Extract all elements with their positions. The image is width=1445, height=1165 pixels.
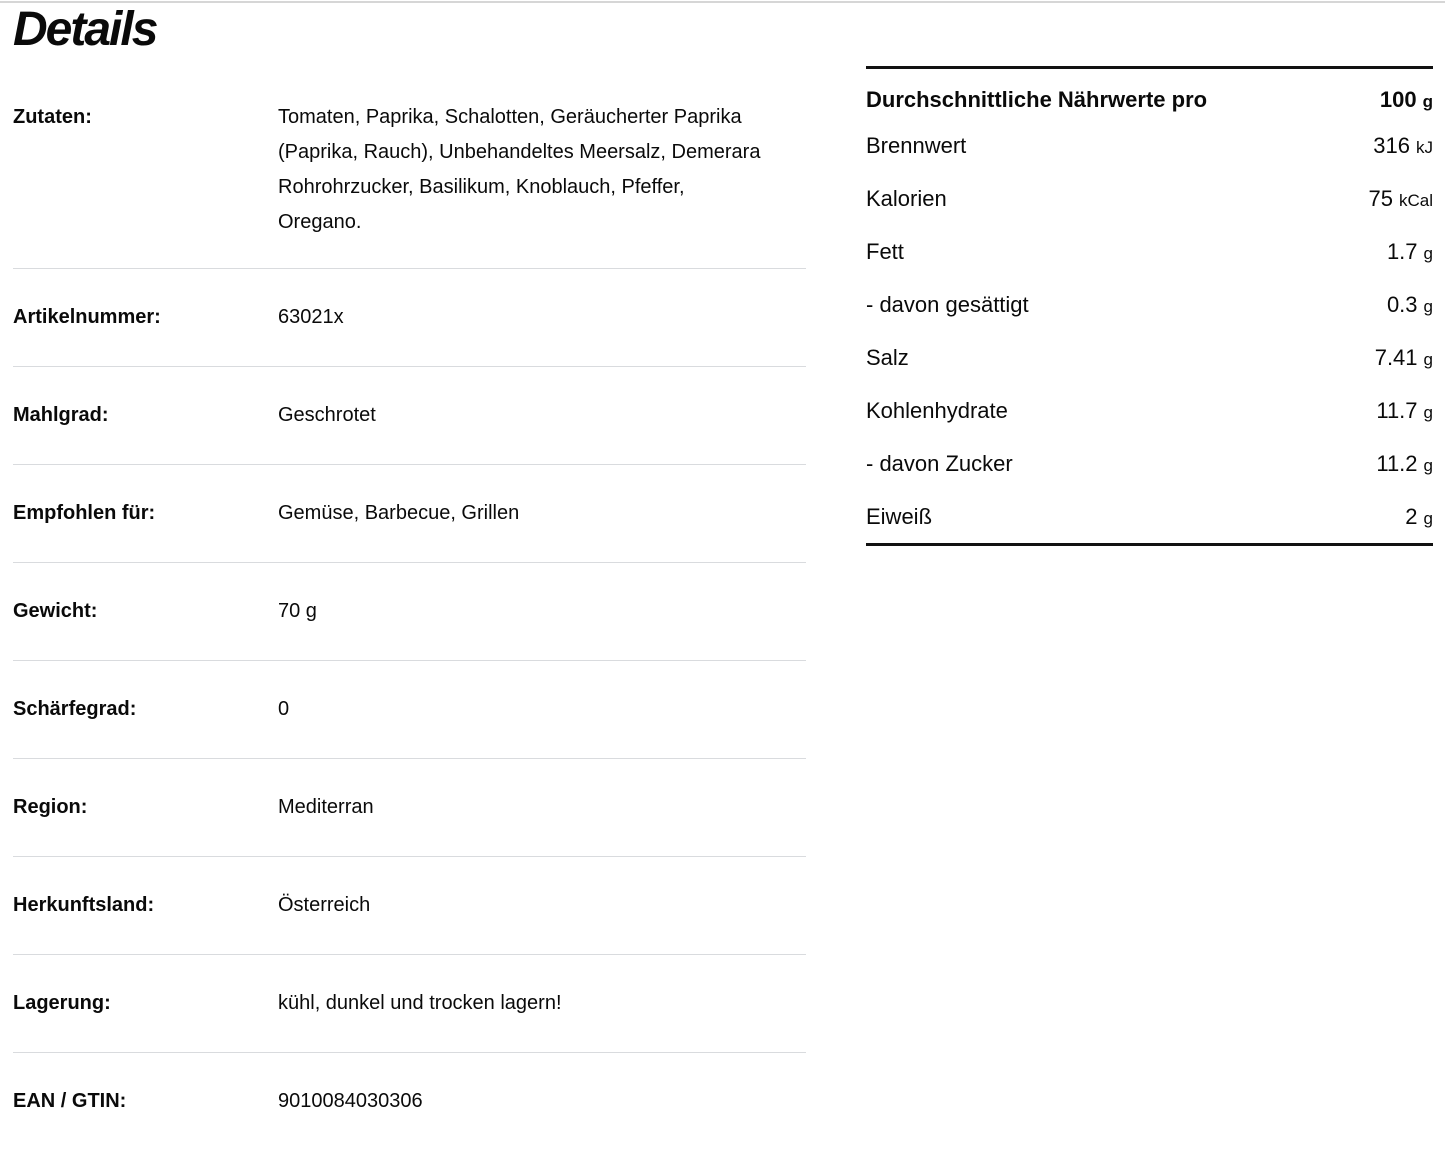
details-row-lagerung <box>13 955 806 1053</box>
nutrition-row-label: Brennwert <box>866 132 967 158</box>
details-row-value: 0 <box>278 698 290 720</box>
nutrition-header-label: Durchschnittliche Nährwerte pro <box>866 87 1208 112</box>
details-row-value: Österreich <box>278 894 371 916</box>
details-row-label: Artikelnummer: <box>13 306 161 328</box>
details-row-value: Geschrotet <box>278 404 376 426</box>
details-row-value: kühl, dunkel und trocken lagern! <box>278 992 562 1014</box>
details-row-value: Gemüse, Barbecue, Grillen <box>278 502 520 524</box>
details-row-zutaten <box>13 90 806 269</box>
details-row-ean-gtin <box>13 1053 806 1150</box>
nutrition-row-value: 2 g <box>1405 503 1433 529</box>
details-row-empfohlen-fuer <box>13 465 806 563</box>
nutrition-row-label: Fett <box>866 238 904 264</box>
nutrition-row-value: 75 kCal <box>1368 185 1433 211</box>
details-row-label: Gewicht: <box>13 600 98 622</box>
nutrition-row-davon-zucker <box>866 437 1433 490</box>
details-row-herkunftsland <box>13 857 806 955</box>
nutrition-row-fett <box>866 225 1433 278</box>
nutrition-table <box>866 66 1433 546</box>
nutrition-row-label: - davon gesättigt <box>866 291 1029 317</box>
nutrition-row-value: 7.41 g <box>1374 344 1433 370</box>
details-row-value: 9010084030306 <box>278 1090 423 1112</box>
nutrition-row-davon-gesaettigt <box>866 278 1433 331</box>
details-row-value: 63021x <box>278 306 344 328</box>
nutrition-row-kohlenhydrate <box>866 384 1433 437</box>
details-row-schaerfegrad <box>13 661 806 759</box>
details-row-mahlgrad <box>13 367 806 465</box>
details-row-label: Herkunftsland: <box>13 894 155 916</box>
details-row-region <box>13 759 806 857</box>
details-row-label: Region: <box>13 796 88 818</box>
details-row-label: Lagerung: <box>13 992 111 1014</box>
details-row-value: Tomaten, Paprika, Schalotten, Geräucherter Paprika (Paprika, Rauch), Unbehandeltes Meersalz, Demerara Rohrohrzucker, Basilikum, Knoblauch, Pfeffer, Oregano. <box>278 106 761 233</box>
details-row-value: Mediterran <box>278 796 374 818</box>
details-row-gewicht <box>13 563 806 661</box>
nutrition-row-value: 0.3 g <box>1386 291 1433 317</box>
nutrition-row-value: 11.2 g <box>1376 450 1433 476</box>
nutrition-row-value: 11.7 g <box>1376 397 1433 423</box>
details-row-label: Empfohlen für: <box>13 502 156 524</box>
details-table <box>13 90 806 1150</box>
nutrition-row-eiweiss <box>866 490 1433 543</box>
details-row-value: 70 g <box>278 600 317 622</box>
details-row-label: Mahlgrad: <box>13 404 109 426</box>
details-row-artikelnummer <box>13 269 806 367</box>
details-row-label: EAN / GTIN: <box>13 1090 127 1112</box>
nutrition-table-header <box>866 69 1433 119</box>
nutrition-header-amount: 100 g <box>1379 87 1433 112</box>
nutrition-row-label: Kalorien <box>866 185 947 211</box>
nutrition-row-brennwert <box>866 119 1433 172</box>
page-title: Details <box>13 3 157 56</box>
nutrition-row-salz <box>866 331 1433 384</box>
nutrition-row-label: Eiweiß <box>866 503 933 529</box>
nutrition-row-label: Salz <box>866 344 909 370</box>
nutrition-row-kalorien <box>866 172 1433 225</box>
nutrition-row-value: 1.7 g <box>1386 238 1433 264</box>
page-top-divider <box>0 1 1445 3</box>
details-row-label: Schärfegrad: <box>13 698 137 720</box>
nutrition-row-value: 316 kJ <box>1373 132 1433 158</box>
nutrition-row-label: - davon Zucker <box>866 450 1013 476</box>
nutrition-row-label: Kohlenhydrate <box>866 397 1008 423</box>
details-row-label: Zutaten: <box>13 106 92 128</box>
